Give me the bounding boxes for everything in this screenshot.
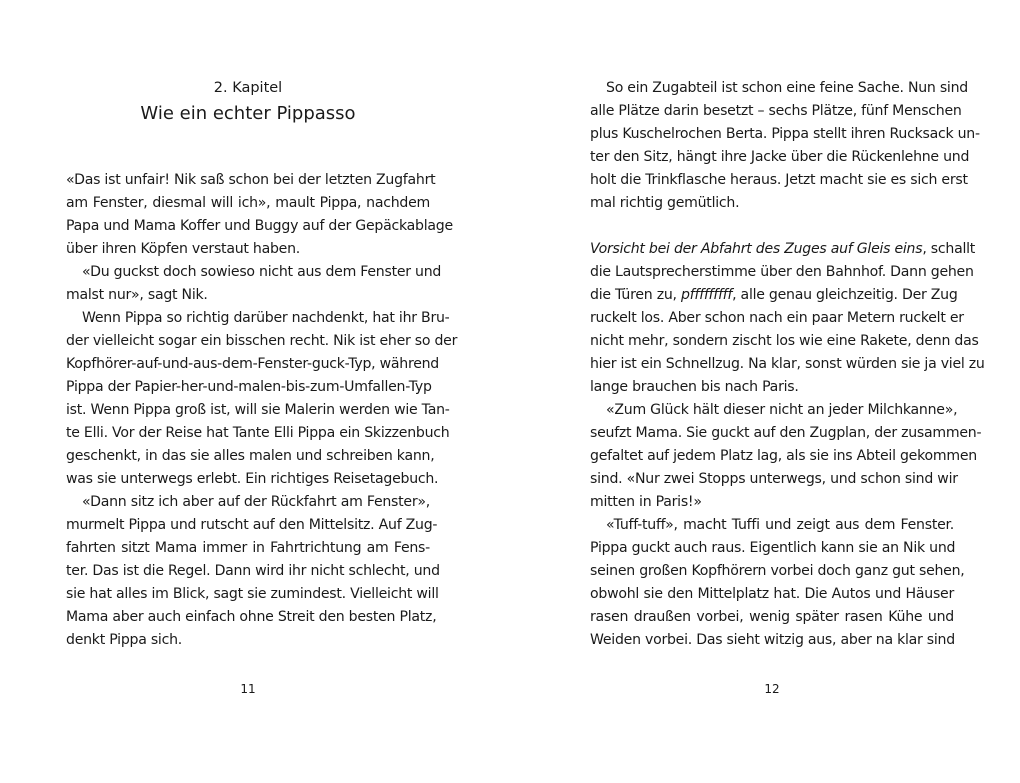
text-line: was sie unterwegs erlebt. Ein richtiges Reisetagebuch. xyxy=(66,471,439,487)
text-line: te Elli. Vor der Reise hat Tante Elli Pippa ein Skizzenbuch xyxy=(66,425,450,441)
text-line: nicht mehr, sondern zischt los wie eine Rakete, denn das xyxy=(590,333,979,349)
text-line: holt die Trinkflasche heraus. Jetzt macht sie es sich erst xyxy=(590,172,968,188)
text-line-announcement xyxy=(590,238,976,261)
text-line: «Du guckst doch sowieso nicht aus dem Fenster und xyxy=(82,264,442,280)
text-line: murmelt Pippa und rutscht auf den Mittelsitz. Auf Zug- xyxy=(66,517,438,533)
text-line: gefaltet auf jedem Platz lag, als sie ins Abteil gekommen xyxy=(590,448,977,464)
chapter-label: 2. Kapitel xyxy=(213,80,283,96)
text-line: alle Plätze darin besetzt – sechs Plätze, fünf Menschen xyxy=(590,103,962,119)
right-page xyxy=(510,0,1020,783)
text-line: Pippa der Papier-her-und-malen-bis-zum-Umfallen-Typ xyxy=(66,379,432,395)
text-line: «Zum Glück hält dieser nicht an jeder Milchkanne», xyxy=(606,402,958,418)
page-number-right: 12 xyxy=(764,682,780,696)
chapter-title: Wie ein echter Pippasso xyxy=(140,103,356,124)
text-line: hier ist ein Schnellzug. Na klar, sonst würden sie ja viel zu xyxy=(590,356,985,372)
text-line: der vielleicht sogar ein bisschen recht. Nik ist eher so der xyxy=(66,333,458,349)
text-line: am Fenster, diesmal will ich», mault Pippa, nachdem xyxy=(66,195,430,211)
text-line: malst nur», sagt Nik. xyxy=(66,287,208,303)
text-line: ter den Sitz, hängt ihre Jacke über die Rückenlehne und xyxy=(590,149,970,165)
text-line: seinen großen Kopfhörern vorbei doch ganz gut sehen, xyxy=(590,563,965,579)
text-line: mitten in Paris!» xyxy=(590,494,702,510)
italic-announcement: Vorsicht bei der Abfahrt des Zuges auf Gleis eins xyxy=(590,241,923,257)
text-line: fahrten sitzt Mama immer in Fahrtrichtung am Fens- xyxy=(66,540,430,556)
text-line: plus Kuschelrochen Berta. Pippa stellt ihren Rucksack un- xyxy=(590,126,980,142)
text-line: ruckelt los. Aber schon nach ein paar Metern ruckelt er xyxy=(590,310,964,326)
doors-after: , alle genau gleichzeitig. Der Zug xyxy=(732,287,958,303)
text-line: «Tuff-tuff», macht Tuffi und zeigt aus dem Fenster. xyxy=(606,517,954,533)
page-number-left: 11 xyxy=(240,682,256,696)
text-line: mal richtig gemütlich. xyxy=(590,195,740,211)
doors-before: die Türen zu, xyxy=(590,287,681,303)
text-line: über ihren Köpfen verstaut haben. xyxy=(66,241,300,257)
announcement-rest: , schallt xyxy=(922,241,976,257)
text-line: seufzt Mama. Sie guckt auf den Zugplan, der zusammen- xyxy=(590,425,982,441)
text-line: Mama aber auch einfach ohne Streit den besten Platz, xyxy=(66,609,437,625)
text-line: Papa und Mama Koffer und Buggy auf der Gepäckablage xyxy=(66,218,453,234)
left-body-text xyxy=(66,169,458,652)
text-line: Weiden vorbei. Das sieht witzig aus, aber na klar sind xyxy=(590,632,955,648)
text-line-doors xyxy=(590,284,958,307)
text-line: sind. «Nur zwei Stopps unterwegs, und schon sind wir xyxy=(590,471,958,487)
text-line: «Das ist unfair! Nik saß schon bei der letzten Zugfahrt xyxy=(66,172,436,188)
text-line: die Lautsprecherstimme über den Bahnhof. Dann gehen xyxy=(590,264,974,280)
text-line: Wenn Pippa so richtig darüber nachdenkt, hat ihr Bru- xyxy=(82,310,450,326)
text-line: Kopfhörer-auf-und-aus-dem-Fenster-guck-Typ, während xyxy=(66,356,440,372)
doors-italic: pfffffffff xyxy=(680,287,733,303)
text-line: sie hat alles im Blick, sagt sie zumindest. Vielleicht will xyxy=(66,586,439,602)
text-line: So ein Zugabteil ist schon eine feine Sache. Nun sind xyxy=(606,80,968,96)
text-line: geschenkt, in das sie alles malen und schreiben kann, xyxy=(66,448,435,464)
blank-line xyxy=(590,215,954,238)
text-line: denkt Pippa sich. xyxy=(66,632,183,648)
text-line: Pippa guckt auch raus. Eigentlich kann sie an Nik und xyxy=(590,540,956,556)
text-line: rasen draußen vorbei, wenig später rasen Kühe und xyxy=(590,609,954,625)
text-line: ist. Wenn Pippa groß ist, will sie Malerin werden wie Tan- xyxy=(66,402,450,418)
right-body-text xyxy=(590,77,985,652)
text-line: lange brauchen bis nach Paris. xyxy=(590,379,799,395)
text-line: ter. Das ist die Regel. Dann wird ihr nicht schlecht, und xyxy=(66,563,440,579)
text-line: «Dann sitz ich aber auf der Rückfahrt am Fenster», xyxy=(82,494,430,510)
text-line: obwohl sie den Mittelplatz hat. Die Autos und Häuser xyxy=(590,586,954,602)
